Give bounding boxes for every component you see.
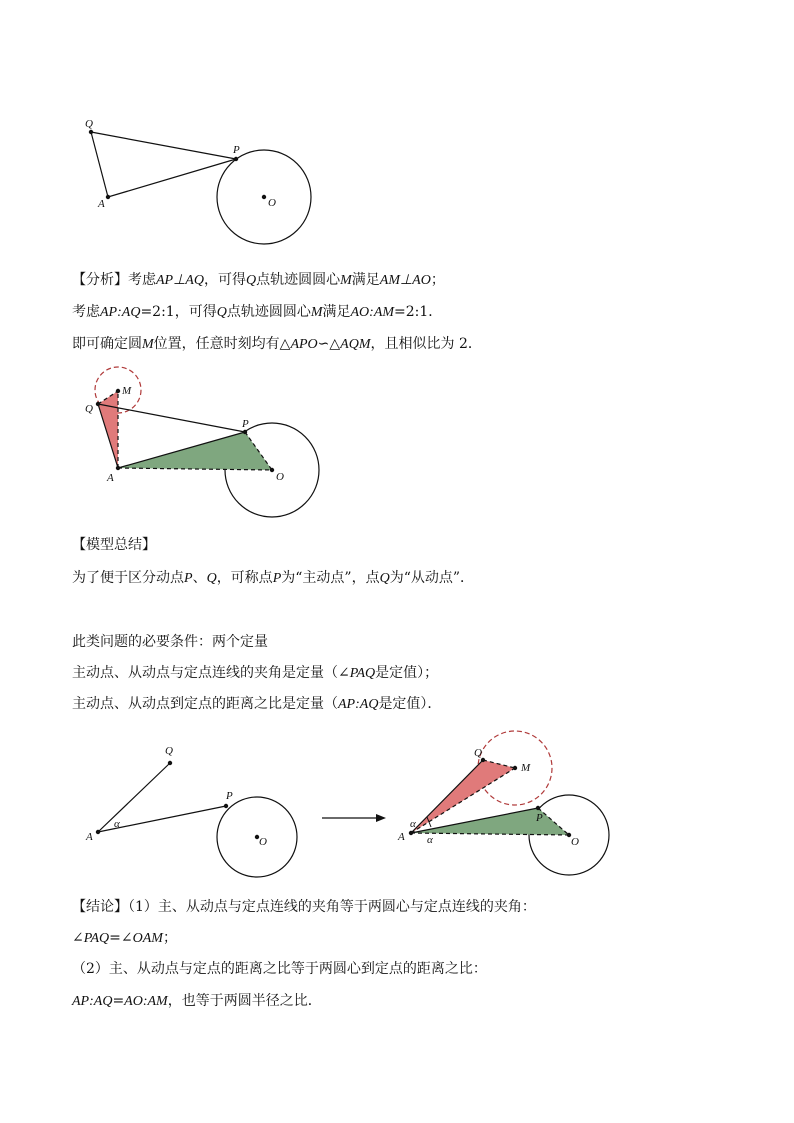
text: ，且相似比为 2．	[370, 336, 482, 352]
math: Q	[206, 571, 217, 586]
analysis-line-1	[72, 270, 445, 291]
segment-aq	[98, 763, 170, 832]
label-alpha: α	[114, 818, 120, 830]
text: ∽△	[317, 336, 341, 352]
math: Q	[245, 273, 257, 288]
math: Q	[216, 305, 227, 320]
text: 是定值）．	[378, 696, 442, 712]
text: 为“主动点”，点	[281, 570, 380, 586]
label-q: Q	[165, 745, 173, 757]
math: M	[142, 337, 154, 352]
math: P	[272, 571, 282, 586]
summary-line-3	[72, 663, 438, 684]
point-q	[89, 130, 93, 134]
point-q	[168, 761, 172, 765]
text: 考虑	[128, 272, 156, 288]
math: M	[340, 273, 352, 288]
text: 即可确定圆	[72, 336, 142, 352]
text: ；	[162, 930, 177, 946]
label-a: A	[86, 831, 93, 843]
text: ∠	[72, 930, 84, 946]
math: AP:AQ	[338, 697, 379, 712]
conclusion-line-2	[72, 928, 177, 949]
label-a: A	[107, 472, 114, 484]
math: OAM	[132, 931, 163, 946]
triangle-qap	[91, 132, 236, 197]
point-p	[536, 806, 540, 810]
point-o	[270, 468, 274, 472]
text: 此类问题的必要条件：两个定量	[72, 634, 268, 650]
summary-line-4	[72, 694, 441, 715]
text: 为了便于区分动点	[72, 570, 184, 586]
text: =2:1，可得	[140, 304, 217, 320]
text: 点轨迹圆圆心	[226, 304, 311, 320]
math: AP:AQ	[72, 994, 113, 1009]
text: 满足	[322, 304, 351, 320]
figure-1	[85, 118, 311, 244]
math: AP⊥AQ	[156, 273, 204, 288]
math: PAQ	[83, 931, 110, 946]
figure-2	[85, 367, 319, 517]
point-a	[96, 830, 100, 834]
figure-3	[85, 745, 297, 877]
text: 、	[192, 570, 207, 586]
text: 为“从动点”．	[389, 570, 475, 586]
point-a	[409, 831, 413, 835]
conclusion-tag: 【结论】	[72, 899, 128, 915]
figure-4	[397, 731, 609, 875]
segment-qp	[98, 404, 245, 432]
label-alpha-1: α	[410, 818, 416, 830]
summary-line-2	[72, 632, 268, 652]
label-o: O	[259, 836, 267, 848]
label-p: P	[242, 418, 249, 430]
conclusion-line-4	[72, 991, 322, 1012]
text: 是定值）；	[375, 665, 439, 681]
label-o: O	[268, 197, 276, 209]
analysis-tag: 【分析】	[72, 272, 128, 288]
label-o: O	[571, 836, 579, 848]
label-a: A	[398, 831, 405, 843]
math: AO:AM	[124, 994, 168, 1009]
transition-arrow	[322, 814, 386, 822]
text: 位置，任意时刻均有△	[153, 336, 291, 352]
text: 满足	[351, 272, 380, 288]
label-p: P	[226, 790, 233, 802]
label-m: M	[521, 762, 531, 774]
summary-tag: 【模型总结】	[72, 537, 156, 553]
math: Q	[379, 571, 390, 586]
text: ，也等于两圆半径之比．	[167, 993, 322, 1009]
conclusion-line-3	[72, 959, 487, 979]
text: 考虑	[72, 304, 100, 320]
label-alpha-2: α	[427, 834, 433, 846]
point-p	[234, 157, 238, 161]
label-q: Q	[85, 403, 93, 415]
point-a	[106, 195, 110, 199]
label-q: Q	[85, 118, 93, 130]
math: AO:AM	[350, 305, 395, 320]
text: （1）主、从动点与定点连线的夹角等于两圆心与定点连线的夹角：	[128, 899, 536, 915]
summary-line-1	[72, 568, 474, 589]
label-m: M	[122, 385, 132, 397]
text: =	[112, 993, 125, 1009]
math: AQM	[340, 337, 371, 352]
math: M	[310, 305, 323, 320]
point-o	[262, 195, 266, 199]
text: ，可得	[203, 272, 246, 288]
point-p	[224, 804, 228, 808]
arrow-head-icon	[376, 814, 386, 822]
math: AM⊥AO	[379, 273, 431, 288]
text: =∠	[109, 930, 133, 946]
point-m	[116, 389, 120, 393]
math: APO	[290, 337, 318, 352]
segment-qp	[91, 132, 236, 159]
text: ，可称点	[216, 570, 273, 586]
summary-heading	[72, 535, 156, 555]
label-p: P	[233, 144, 240, 156]
label-q: Q	[474, 747, 482, 759]
math: AP:AQ	[100, 305, 141, 320]
point-a	[116, 466, 120, 470]
analysis-line-2	[72, 302, 442, 323]
text: 主动点、从动点与定点连线的夹角是定量（∠	[72, 665, 350, 681]
point-m	[513, 766, 517, 770]
point-p	[243, 430, 247, 434]
math: P	[184, 571, 193, 586]
conclusion-line-1	[72, 897, 536, 917]
text: ；	[430, 272, 445, 288]
label-o: O	[276, 471, 284, 483]
point-q	[96, 402, 100, 406]
analysis-line-3	[72, 334, 482, 355]
text: =2:1．	[394, 304, 443, 320]
text: 主动点、从动点到定点的距离之比是定量（	[72, 696, 338, 712]
label-a: A	[98, 198, 105, 210]
triangle-apo	[118, 432, 272, 470]
text: 点轨迹圆圆心	[256, 272, 341, 288]
label-p: P	[536, 812, 543, 824]
math: PAQ	[349, 666, 376, 681]
text: （2）主、从动点与定点的距离之比等于两圆心到定点的距离之比：	[72, 961, 487, 977]
